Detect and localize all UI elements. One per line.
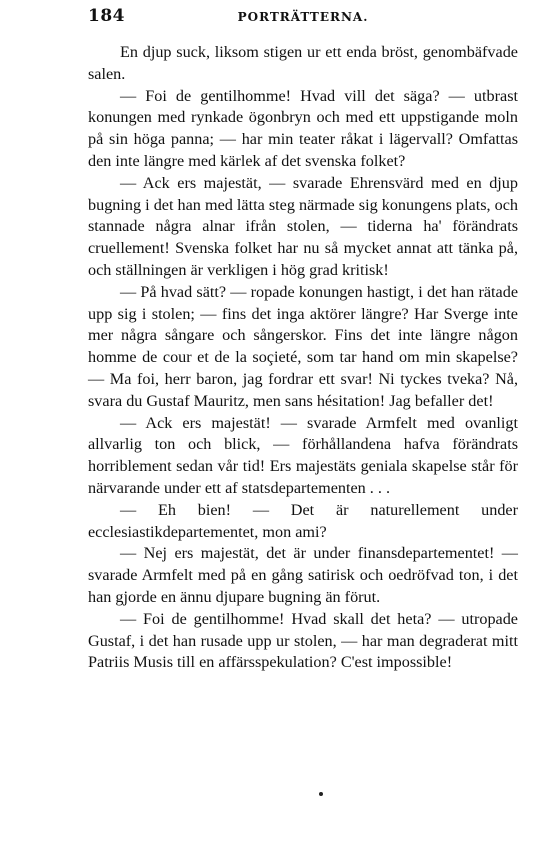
paragraph: — Nej ers majestät, det är under finansdepartementet! — svarade Armfelt med på en gång satirisk och oedröfvad ton, i det han gjorde en ännu djupare bugning än förut. bbox=[88, 544, 518, 606]
paragraph: — Eh bien! — Det är naturellement under ecclesiastikdepartementet, mon ami? bbox=[88, 500, 518, 541]
page-end-dot bbox=[319, 792, 323, 796]
body-text bbox=[88, 42, 518, 674]
paragraph: — Ack ers majestät! — svarade Armfelt med ovanligt allvarlig ton och blick, — förhållandena hafva förändrats horriblement sedan vår tid! Ers majestäts geniala skapelse står för närvarande under ett af statsdepartementen . . . bbox=[88, 413, 518, 497]
paragraph: — På hvad sätt? — ropade konungen hastigt, i det han rätade upp sig i stolen; — fins det inga aktörer längre? Har Sverge inte mer några sångare och sångerskor. Fins det inte längre någon homme de cour et de la soçieté, som tar hand om min skapelse? — Ma foi, herr baron, jag fordrar ett svar! Ni tyckes tveka? Nå, svara du Gustaf Mauritz, men sans hésitation! Jag befaller det! bbox=[88, 282, 518, 410]
running-title: PORTRÄTTERNA. bbox=[237, 10, 369, 24]
paragraph: — Ack ers majestät, — svarade Ehrensvärd med en djup bugning i det han med lätta steg närmade sig konungens plats, och stannade några alnar ifrån stolen, — tiderna ha' förändrats cruellement! Svenska folket har nu så mycket annat att tänka på, och ställningen är verkligen i hög grad kritisk! bbox=[88, 173, 518, 279]
running-head bbox=[88, 6, 518, 30]
paragraph: — Foi de gentilhomme! Hvad skall det heta? — utropade Gustaf, i det han rusade upp ur stolen, — har man degraderat mitt Patriis Musis till en affärsspekulation? C'est impossible! bbox=[88, 609, 518, 672]
page-number: 184 bbox=[88, 6, 125, 26]
paragraph: — Foi de gentilhomme! Hvad vill det säga? — utbrast konungen med rynkade ögonbryn och med ett uppstigande moln på sin höga panna; — har min teater råkat i lägervall? Omfattas den inte längre med kärlek af det svenska folket? bbox=[88, 86, 518, 170]
paragraph: En djup suck, liksom stigen ur ett enda bröst, genombäfvade salen. bbox=[88, 43, 518, 83]
